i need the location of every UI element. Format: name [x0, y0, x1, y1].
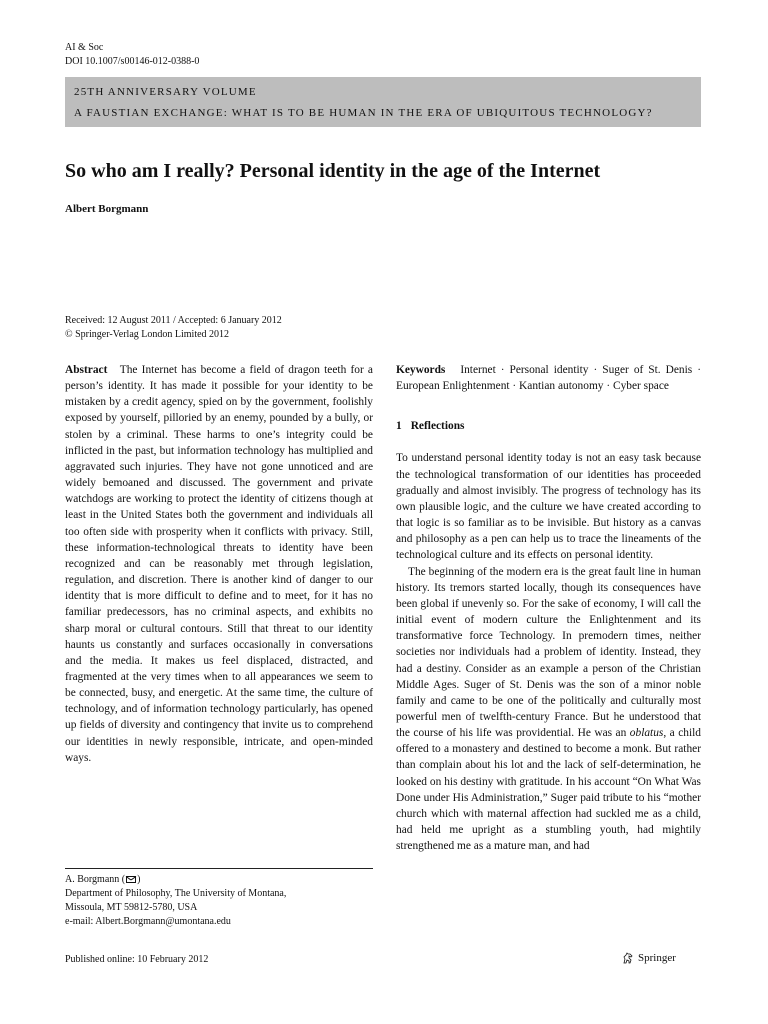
keywords-text: Internet · Personal identity · Suger of St. Denis · European Enlightenment · Kantian autonomy · Cyber space — [396, 364, 701, 393]
springer-horse-icon — [622, 952, 634, 964]
author-name: Albert Borgmann — [65, 203, 149, 215]
paragraph-2-text-b: , a child offered to a monastery and destined to become a monk. But rather than complain about his lot and the lack of self-determination, he looked on his destiny with gratitude. In his account “On What Was Done under His Administration,” Suger paid tribute to his “mother church which with maternal affection had suckled me as a child, had held me upright as a stumbling youth, had mightily strengthened me as a mature man, and had — [396, 727, 701, 853]
abstract — [65, 362, 373, 766]
received-dates: Received: 12 August 2011 / Accepted: 6 January 2012 — [65, 315, 282, 326]
published-date: Published online: 10 February 2012 — [65, 954, 209, 965]
right-column — [396, 362, 701, 854]
publisher-name: Springer — [638, 952, 676, 964]
address: Missoula, MT 59812-5780, USA — [65, 902, 198, 913]
volume-banner — [65, 77, 701, 127]
author-line-close: ) — [137, 874, 141, 885]
doi: DOI 10.1007/s00146-012-0388-0 — [65, 56, 200, 67]
article-title: So who am I really? Personal identity in the age of the Internet — [65, 160, 601, 182]
email[interactable]: e-mail: Albert.Borgmann@umontana.edu — [65, 916, 231, 927]
section-paragraph-1: To understand personal identity today is not an easy task because the technological transformation of our identities has proceeded gradually and almost invisibly. The progress of technology has its own plausible logic, and the culture we have created according to that logic is so familiar as to be invisible. But history as a canvas and philosophy as a pen can help us to trace the lineaments of the technological culture and its effects on personal identity. — [396, 452, 701, 562]
publisher-logo — [622, 952, 676, 964]
journal-name: AI & Soc — [65, 42, 104, 53]
copyright: © Springer-Verlag London Limited 2012 — [65, 329, 230, 340]
keywords — [396, 362, 701, 394]
section-heading — [396, 418, 701, 434]
oblatus-term: oblatus — [629, 727, 664, 740]
section-number: 1 — [396, 420, 402, 433]
banner-theme-label: A FAUSTIAN EXCHANGE: WHAT IS TO BE HUMAN IN THE ERA OF UBIQUITOUS TECHNOLOGY? — [74, 107, 653, 119]
abstract-text: The Internet has become a field of dragon teeth for a person’s identity. It has made it possible for your identity to be mistaken by a credit agency, spied on by the government, foolishly exposed by yourself, pilloried by an enemy, pounded by a bully, or stolen by a criminal. These harms to one’s integrity could be inflicted in the past, but information technology has multiplied and aggravated such injuries. They have not gone unnoticed and are widely bemoaned and discussed. The government and private watchdogs are working to protect the identity of citizens though at least in the United States both the government and individuals all too often side with prosperity when it conflicts with privacy. Still, these information-technological threats to identity have been recognized and can be reasonably met through legislation, regulation, and discretion. There is another kind of danger to our identity that is more difficult to define and to meet, for it has no familiar predecessors, has no criminal aspects, and exhibits no sharp moral or cultural contours. Still that threat to our identity haunts us constantly and surfaces occasionally in conversations and the media. It makes us feel displaced, distracted, and fragmented at the very times when to all appearances we seem to be connected, busy, and energetic. At the same time, the culture of technology, and of information technology particularly, has opened up fields of diversity and contingency that invite us to comprehend our identities in newly responsible, intricate, and open-minded ways. — [65, 364, 373, 764]
author-footnote — [65, 873, 286, 929]
abstract-label: Abstract — [65, 364, 108, 376]
section-paragraph-2 — [396, 564, 701, 855]
dates-block — [65, 314, 282, 342]
department: Department of Philosophy, The University of Montana, — [65, 888, 287, 899]
abstract-column — [65, 362, 373, 766]
footnote-divider — [65, 868, 373, 869]
paragraph-2-text-a: The beginning of the modern era is the great fault line in human history. Its tremors started locally, though its consequences have been global if unevenly so. For the sake of economy, I will call the initial event of modern culture the Enlightenment and its transformative force Technology. In premodern times, neither societies nor individuals had a problem of identity. Instead, they had a destiny. Consider as an example a person of the Christian Middle Ages. Suger of St. Denis was the son of a minor noble family and came to be one of the politically and culturally most powerful men of twelfth-century France. But he understood that the course of his life was providential. He was an — [396, 565, 701, 740]
corresponding-author — [65, 873, 286, 887]
section-title: Reflections — [410, 420, 465, 433]
banner-volume-label: 25TH ANNIVERSARY VOLUME — [74, 86, 257, 98]
author-short-name: A. Borgmann ( — [65, 874, 126, 885]
keywords-label: Keywords — [396, 364, 446, 376]
envelope-icon — [126, 876, 136, 883]
